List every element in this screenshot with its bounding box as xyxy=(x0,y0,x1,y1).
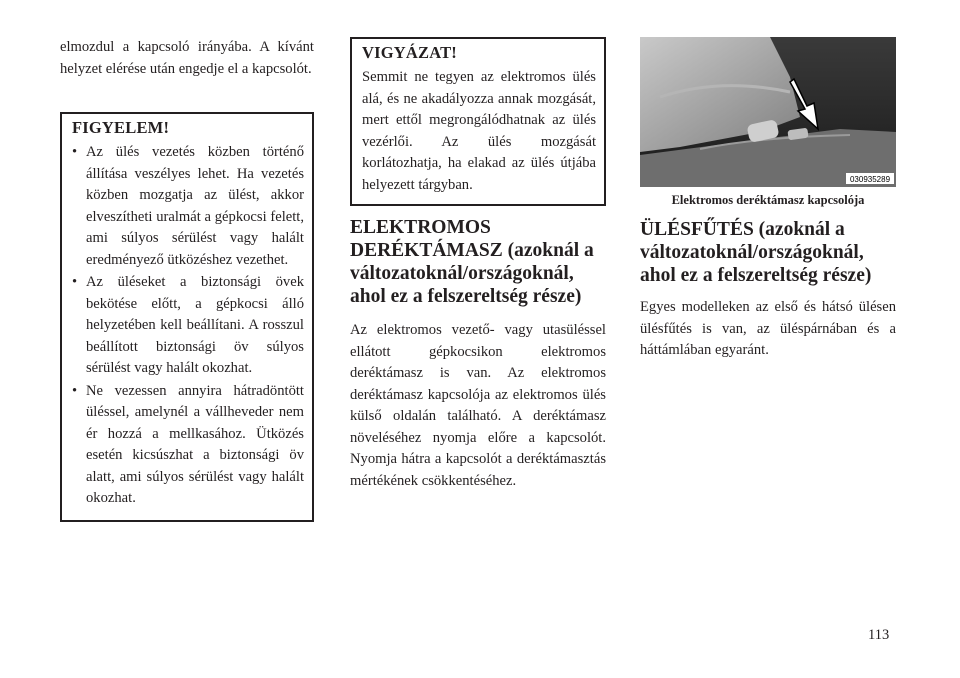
caution-text: Semmit ne tegyen az elektromos ülés alá, és ne akadályozza annak mozgását, mert ettől megrongálódhatnak az ülés vezérlői. Az ülés mozgását korlátozhatja, ha elakad az ülés útjába helyezett tárgyban. xyxy=(362,69,596,193)
warning-item: • Ne vezessen annyira hátradöntött üléssel, amelynél a vállheveder nem ér hozzá a mellkasához. Ütközés esetén kicsúszhat a biztonsági öv alatt, ami súlyos sérülést vagy halált okozhat. xyxy=(72,382,304,506)
seat-illustration xyxy=(640,37,896,187)
lumbar-section-heading: ELEKTROMOS DERÉKTÁMASZ (azoknál a változatoknál/országoknál, ahol ez a felszereltség része) xyxy=(350,217,594,307)
caution-box xyxy=(350,37,606,206)
middle-column xyxy=(350,37,606,492)
warning-item: • Az üléseket a biztonsági övek bekötése előtt, a gépkocsi álló helyzetében kell beállítani. A rosszul beállított biztonsági öv súlyos sérülést vagy halált okozhat. xyxy=(72,274,304,376)
seat-heating-paragraph: Egyes modelleken az első és hátsó ülésen ülésfűtés is van, az üléspárnában és a háttámlában egyaránt. xyxy=(640,299,896,358)
warning-item: • Az ülés vezetés közben történő állítása veszélyes lehet. Ha vezetés közben mozgatja az ülést, akkor elveszítheti uralmát a gépkocsi felett, ami súlyos sérülést vagy halált eredményező ütközéshez vezethet. xyxy=(72,144,304,268)
lumbar-paragraph: Az elektromos vezető- vagy utasüléssel ellátott gépkocsikon elektromos deréktámasz is van. Az elektromos deréktámasz kapcsolója az elektromos ülés külső oldalán található. A deréktámasz növeléséhez nyomja előre a kapcsolót. Nyomja hátra a kapcsolót a deréktámasztás mértékének csökkentéséhez. xyxy=(350,322,606,489)
lumbar-switch-figure xyxy=(640,37,896,187)
bullet-icon: • xyxy=(72,274,78,290)
warning-box xyxy=(60,112,314,522)
caution-title: VIGYÁZAT! xyxy=(362,43,457,62)
warning-title: FIGYELEM! xyxy=(72,118,170,137)
left-column xyxy=(60,37,314,522)
figure-caption: Elektromos deréktámasz kapcsolója xyxy=(671,193,865,207)
warning-list xyxy=(72,142,304,510)
figure-code: 030935289 xyxy=(849,175,891,184)
bullet-icon: • xyxy=(72,382,78,399)
page-number: 113 xyxy=(868,627,890,643)
seat-heating-heading: ÜLÉSFŰTÉS (azoknál a változatoknál/országoknál, ahol ez a felszereltség része) xyxy=(640,219,872,286)
intro-paragraph: elmozdul a kapcsoló irányába. A kívánt helyzet elérése után engedje el a kapcsolót. xyxy=(60,39,314,77)
right-column xyxy=(640,37,896,362)
bullet-icon: • xyxy=(72,144,78,160)
